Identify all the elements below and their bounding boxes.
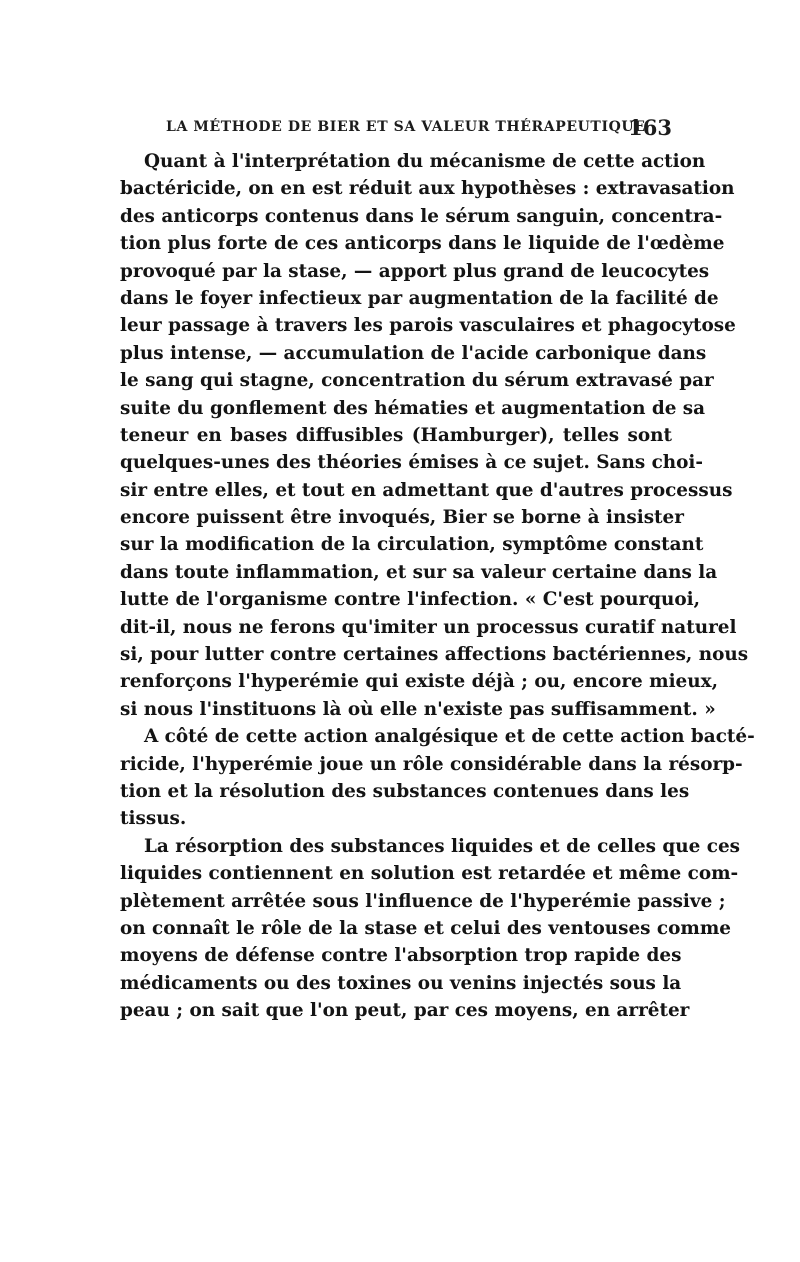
text-line: La résorption des substances liquides et de celles que ces bbox=[144, 835, 740, 857]
text-line: si, pour lutter contre certaines affections bactériennes, nous bbox=[120, 644, 749, 666]
text-line: provoqué par la stase, — apport plus grand de leucocytes bbox=[120, 260, 710, 282]
text-line: tion et la résolution des substances contenues dans les bbox=[120, 780, 690, 802]
text-line: tion plus forte de ces anticorps dans le liquide de l'œdème bbox=[120, 233, 725, 255]
text-line: tissus. bbox=[120, 808, 187, 830]
text-line: quelques-unes des théories émises à ce sujet. Sans choi- bbox=[120, 452, 704, 474]
page-number: 163 bbox=[628, 115, 672, 140]
text-line: A côté de cette action analgésique et de cette action bacté- bbox=[144, 726, 755, 748]
text-line: ricide, l'hyperémie joue un rôle considérable dans la résorp- bbox=[120, 753, 743, 775]
text-line: dans le foyer infectieux par augmentation de la facilité de bbox=[120, 287, 719, 309]
text-line: des anticorps contenus dans le sérum sanguin, concentra- bbox=[120, 205, 723, 227]
text-line: sir entre elles, et tout en admettant que d'autres processus bbox=[120, 479, 733, 501]
text-line: encore puissent être invoqués, Bier se borne à insister bbox=[120, 507, 684, 529]
text-line: plètement arrêtée sous l'influence de l'hyperémie passive ; bbox=[120, 890, 726, 912]
text-line: médicaments ou des toxines ou venins injectés sous la bbox=[120, 972, 682, 994]
text-line: plus intense, — accumulation de l'acide carbonique dans bbox=[120, 342, 707, 364]
text-line: peau ; on sait que l'on peut, par ces moyens, en arrêter bbox=[120, 1000, 690, 1022]
text-line: leur passage à travers les parois vasculaires et phagocytose bbox=[120, 315, 736, 337]
text-line: le sang qui stagne, concentration du sérum extravasé par bbox=[120, 370, 714, 392]
text-line: moyens de défense contre l'absorption trop rapide des bbox=[120, 945, 682, 967]
text-line: si nous l'instituons là où elle n'existe pas suffisamment. » bbox=[120, 698, 716, 720]
text-line: dans toute inflammation, et sur sa valeur certaine dans la bbox=[120, 561, 718, 583]
text-line: lutte de l'organisme contre l'infection. « C'est pourquoi, bbox=[120, 589, 701, 611]
text-line: Quant à l'interprétation du mécanisme de cette action bbox=[144, 151, 706, 172]
running-head-title: LA MÉTHODE DE BIER ET SA VALEUR THÉRAPEUTIQUE bbox=[166, 119, 646, 135]
text-line: sur la modification de la circulation, symptôme constant bbox=[120, 534, 704, 556]
body-text bbox=[120, 148, 755, 1025]
text-line: on connaît le rôle de la stase et celui des ventouses comme bbox=[120, 917, 732, 939]
text-line: teneur en bases diffusibles (Hamburger), telles sont bbox=[120, 424, 672, 446]
text-line: bactéricide, on en est réduit aux hypothèses : extravasation bbox=[120, 178, 735, 200]
text-line: suite du gonflement des hématies et augmentation de sa bbox=[120, 397, 706, 419]
running-head bbox=[166, 115, 672, 140]
text-line: dit-il, nous ne ferons qu'imiter un processus curatif naturel bbox=[120, 616, 737, 638]
text-line: renforçons l'hyperémie qui existe déjà ; ou, encore mieux, bbox=[120, 671, 718, 693]
text-line: liquides contiennent en solution est retardée et même com- bbox=[120, 863, 739, 885]
